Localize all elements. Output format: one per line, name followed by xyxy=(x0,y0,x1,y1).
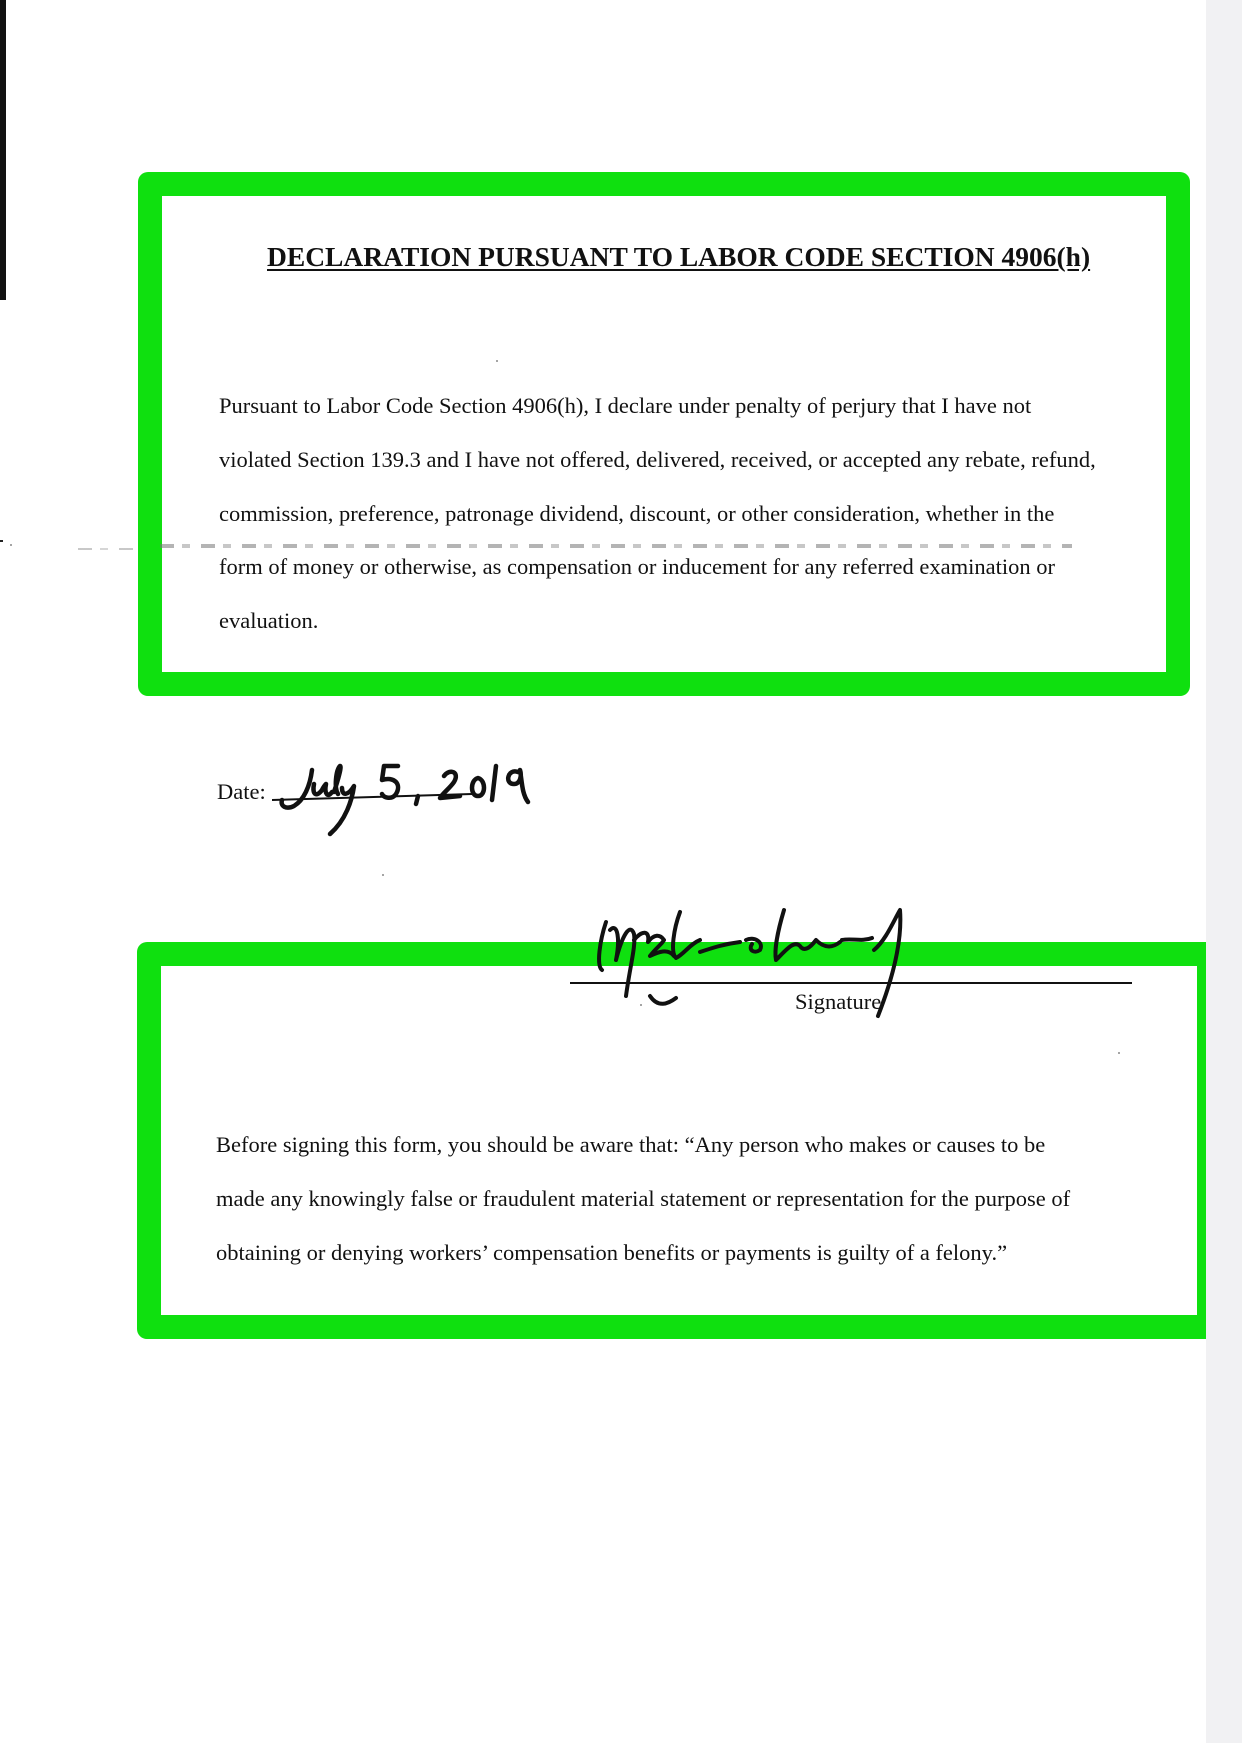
handwritten-signature xyxy=(590,900,950,1030)
scan-speck xyxy=(10,544,12,546)
signature-label: Signature xyxy=(795,989,882,1014)
warning-line: obtaining or denying workers’ compensation benefits or payments is guilty of a felony.” xyxy=(216,1240,1008,1265)
declaration-title: DECLARATION PURSUANT TO LABOR CODE SECTION 4906(h) xyxy=(267,241,1091,272)
declaration-line: evaluation. xyxy=(219,608,319,633)
scan-speck xyxy=(382,874,384,876)
warning-line: Before signing this form, you should be aware that: “Any person who makes or causes to be xyxy=(216,1132,1046,1157)
declaration-line: violated Section 139.3 and I have not offered, delivered, received, or accepted any rebate, refund, xyxy=(219,447,1096,472)
scan-edge-bar xyxy=(0,0,6,300)
declaration-line: Pursuant to Labor Code Section 4906(h), I declare under penalty of perjury that I have not xyxy=(219,393,1032,418)
declaration-line: form of money or otherwise, as compensation or inducement for any referred examination or xyxy=(219,554,1055,579)
scan-left-edge xyxy=(0,0,9,1743)
scan-artifact-streak xyxy=(78,548,138,550)
date-label: Date: xyxy=(217,779,266,804)
scan-speck xyxy=(496,360,498,362)
scan-artifact-streak xyxy=(160,544,1072,548)
scan-edge-mark xyxy=(0,540,3,542)
handwritten-date xyxy=(272,758,592,838)
scan-speck xyxy=(1118,1052,1120,1054)
scan-right-margin xyxy=(1206,0,1242,1743)
declaration-line: commission, preference, patronage dividend, discount, or other consideration, whether in the xyxy=(219,501,1055,526)
scan-speck xyxy=(640,1004,642,1006)
warning-line: made any knowingly false or fraudulent material statement or representation for the purpose of xyxy=(216,1186,1071,1211)
